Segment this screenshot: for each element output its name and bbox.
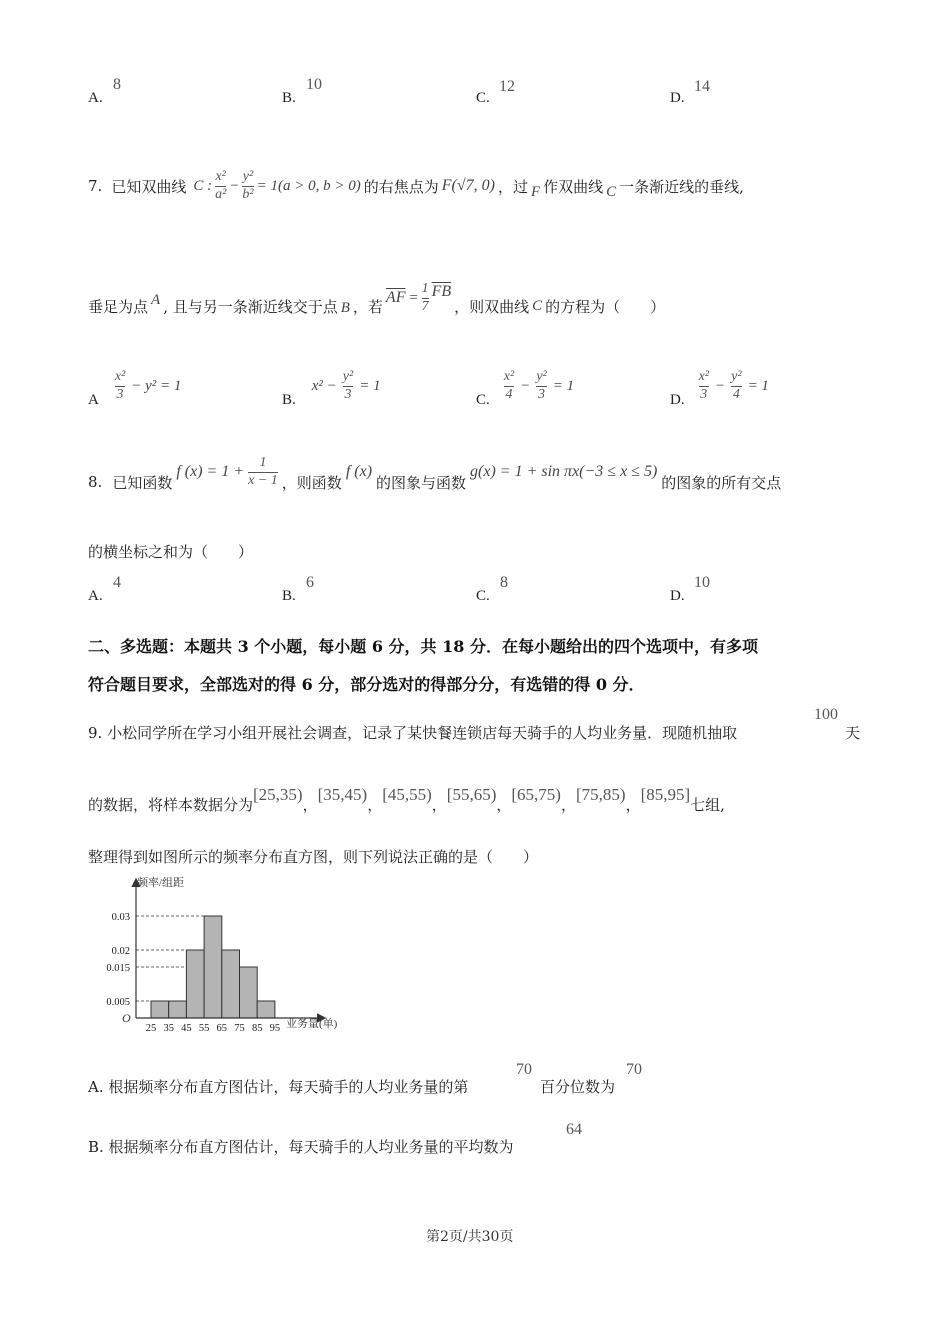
q9-interval-5: [65,75) (511, 784, 561, 804)
q6-option-d-label: D. (670, 90, 685, 106)
q7-option-b-frac: $\frac{\text{y²}}{3}$ (342, 369, 354, 402)
x-tick-label: 45 (181, 1023, 192, 1034)
q7-eq-tail: = 1(a > 0, b > 0) (256, 177, 361, 194)
q9-interval-3: [45,55) (382, 784, 432, 804)
page-footer: 第2页/共30页 (426, 1229, 514, 1245)
q7-option-c-minus: − (520, 377, 531, 394)
q9-option-a-value: 70 (626, 1061, 642, 1078)
q8-text-graph: 的图象与函数 (376, 473, 467, 492)
q9-interval-7: [85,95] (640, 784, 691, 804)
q7-line2 (88, 278, 666, 316)
q9-interval-2: [35,45) (317, 784, 368, 804)
q8-text-then: ，则函数 (281, 473, 342, 492)
q7-line2-d: ，则双曲线 (454, 297, 530, 316)
q7-option-a: A $\frac{\text{x²}}{3}$ − y² = 1 (88, 369, 182, 408)
q7-option-c-rest: = 1 (552, 377, 575, 394)
q7-option-a-rest: − y² = 1 (131, 377, 182, 394)
histogram-bar (169, 1001, 187, 1018)
q9-line2 (88, 784, 725, 814)
q8-option-b-label: B. (282, 588, 296, 604)
q9-interval-4: [55,65) (446, 784, 497, 804)
q6-option-a-label: A. (88, 90, 103, 106)
q8-gx: g(x) = 1 + sin πx(−3 ≤ x ≤ 5) (470, 463, 658, 481)
histogram-bar (151, 1001, 169, 1018)
section2-line2: 符合题目要求，全部选对的得 6 分，部分选对的得部分分，有选错的得 0 分． (88, 675, 645, 694)
q7-line2-b: , 且与另一条渐近线交于点 (163, 297, 338, 316)
q7-option-c-frac1: $\frac{\text{x²}}{4}$ (503, 369, 515, 402)
q7-C2: C (532, 297, 543, 314)
q9-interval-6: [75,85) (575, 784, 626, 804)
q9-option-a-text: A. 根据频率分布直方图估计，每天骑手的人均业务量的第 (88, 1078, 469, 1096)
q7-line2-a: 垂足为点 (88, 297, 149, 316)
q7-option-d: D. $\frac{\text{x²}}{3}$ − $\frac{\text{y²}}{4}$ = 1 (670, 369, 769, 408)
q8-lead: 已知函数 (112, 473, 173, 492)
q7-F: F (530, 183, 541, 200)
q9-line3: 整理得到如图所示的频率分布直方图，则下列说法正确的是（ ） (88, 848, 539, 866)
x-tick-label: 65 (216, 1023, 228, 1034)
q7-option-d-frac2: $\frac{\text{y²}}{4}$ (731, 369, 742, 402)
q7-B: B (340, 299, 350, 316)
y-tick-label: 0.015 (106, 963, 130, 974)
q8-option-c-label: C. (476, 588, 490, 604)
q7-option-d-minus: − (715, 377, 726, 394)
q7-text-through: ，过 (497, 177, 528, 196)
q8-option-d-label: D. (670, 588, 685, 604)
q8-f-frac: $\frac{1}{x - 1}$ (248, 455, 278, 488)
q7-vec-FB: $\overline{FB}$ (431, 283, 452, 301)
q7-number: 7. (88, 177, 103, 196)
q9-days: 100 (814, 706, 838, 723)
q6-option-c-label: C. (476, 90, 490, 106)
y-axis-label: 频率/组距 (137, 877, 185, 889)
q7-option-d-rest: = 1 (747, 377, 769, 394)
q9-option-a-text2: 百分位数为 (540, 1078, 616, 1096)
y-tick-label: 0.03 (111, 912, 130, 923)
q8-line2: 的横坐标之和为（ ） (88, 543, 254, 561)
q7-line2-c: ，若 (352, 297, 383, 316)
x-tick-label: 25 (145, 1023, 157, 1034)
q7-vec-AF: $\overline{AF}$ (385, 289, 406, 307)
q6-option-c-value: 12 (499, 78, 515, 95)
q8-option-b-value: 6 (306, 574, 314, 591)
q8-option-c-value: 8 (500, 574, 508, 591)
q8-option-a-label: A. (88, 588, 103, 604)
q9-option-b-value: 64 (566, 1121, 582, 1138)
histogram-chart (96, 872, 366, 1034)
origin-label: O (122, 1011, 131, 1025)
q9-interval-1: [25,35) (253, 784, 303, 804)
q8-option-a-value: 4 (113, 574, 121, 591)
q9-line2-b: 七组, (690, 796, 725, 814)
histogram-bar (204, 916, 222, 1018)
y-tick-label: 0.005 (106, 997, 130, 1008)
q7-option-c: C. $\frac{\text{x²}}{4}$ − $\frac{\text{y²}}{3}$ = 1 (476, 369, 575, 408)
q9-line1: 9. 小松同学所在学习小组开展社会调查，记录了某快餐连锁店每天骑手的人均业务量．现随机抽取 (88, 724, 738, 742)
x-axis-label: 业务量(单) (286, 1018, 338, 1030)
q6-option-b-label: B. (282, 90, 296, 106)
q9-option-b-text: B. 根据频率分布直方图估计，每天骑手的人均业务量的平均数为 (88, 1138, 514, 1156)
q7-option-d-frac1: $\frac{\text{x²}}{3}$ (698, 369, 710, 402)
q7-text-perp: 一条渐近线的垂线, (619, 177, 744, 196)
q9-sep-6: ， (625, 796, 641, 814)
x-tick-label: 85 (251, 1023, 263, 1034)
q7-option-b-rest: = 1 (359, 377, 381, 394)
x-tick-label: 35 (163, 1023, 174, 1034)
q9-sep-3: ， (431, 796, 447, 814)
q8-fx: f (x) (345, 463, 373, 481)
q7-frac-y: $\frac{\text{y²}}{\text{b²}}$ (242, 169, 254, 202)
q7-line1: 7. 已知双曲线 C : $\frac{\text{x²}}{\text{a²}}$ − $\frac{\text{y²}}{\text{b²}}$ = 1(a > 0, b > 0) 的右焦点为 F(√7, 0) ，过 F 作双曲线 C 一条渐近线的垂线, (88, 169, 744, 202)
q8-option-d-value: 10 (694, 574, 710, 591)
q7-text-make: 作双曲线 (543, 177, 604, 196)
q7-text-focus: 的右焦点为 (363, 177, 439, 196)
x-tick-label: 95 (269, 1023, 281, 1034)
q7-option-b: B. x² − $\frac{\text{y²}}{3}$ = 1 (282, 369, 381, 408)
x-tick-label: 75 (234, 1023, 245, 1034)
q7-focus: F(√7, 0) (441, 177, 495, 195)
x-tick-label: 55 (198, 1023, 210, 1034)
q7-option-c-frac2: $\frac{\text{y²}}{3}$ (536, 369, 547, 402)
q7-A: A (151, 291, 161, 308)
q8-f-left: f (x) = 1 + (176, 463, 245, 481)
q7-line2-e: 的方程为（ ） (545, 297, 666, 316)
histogram-bar (240, 967, 258, 1018)
q6-option-b-value: 10 (306, 76, 322, 93)
q8-text-tail: 的图象的所有交点 (661, 473, 782, 492)
q6-option-a-value: 8 (113, 76, 121, 93)
q6-option-d-value: 14 (694, 78, 710, 95)
q7-frac-x: $\frac{\text{x²}}{\text{a²}}$ (215, 169, 227, 202)
q9-sep-1: ， (302, 796, 318, 814)
q7-eq-sign: = (408, 289, 419, 306)
q9-sep-5: ， (560, 796, 576, 814)
section2-line1: 二、多选题：本题共 3 个小题，每小题 6 分，共 18 分．在每小题给出的四个选项中，有多项 (88, 637, 758, 656)
q7-C: C (606, 183, 617, 200)
q9-day-unit: 天 (845, 724, 861, 742)
q7-lead: 已知双曲线 (111, 177, 187, 196)
q7-curve-name: C : (193, 177, 213, 194)
histogram-bar (257, 1001, 275, 1018)
q9-sep-4: ， (496, 796, 512, 814)
q9-option-a-percentile: 70 (516, 1061, 532, 1078)
q7-frac-ratio: $\frac{1}{7}$ (421, 281, 429, 314)
histogram-bar (186, 950, 204, 1018)
y-tick-label: 0.02 (111, 946, 130, 957)
q7-option-a-frac: $\frac{\text{x²}}{3}$ (114, 369, 126, 402)
q9-sep-2: ， (367, 796, 383, 814)
q9-line2-a: 的数据，将样本数据分为 (88, 796, 254, 814)
q7-option-b-pre: x² − (311, 377, 337, 394)
histogram-bar (222, 950, 240, 1018)
q8-number: 8. (88, 473, 103, 492)
q8-line1 (88, 455, 782, 492)
